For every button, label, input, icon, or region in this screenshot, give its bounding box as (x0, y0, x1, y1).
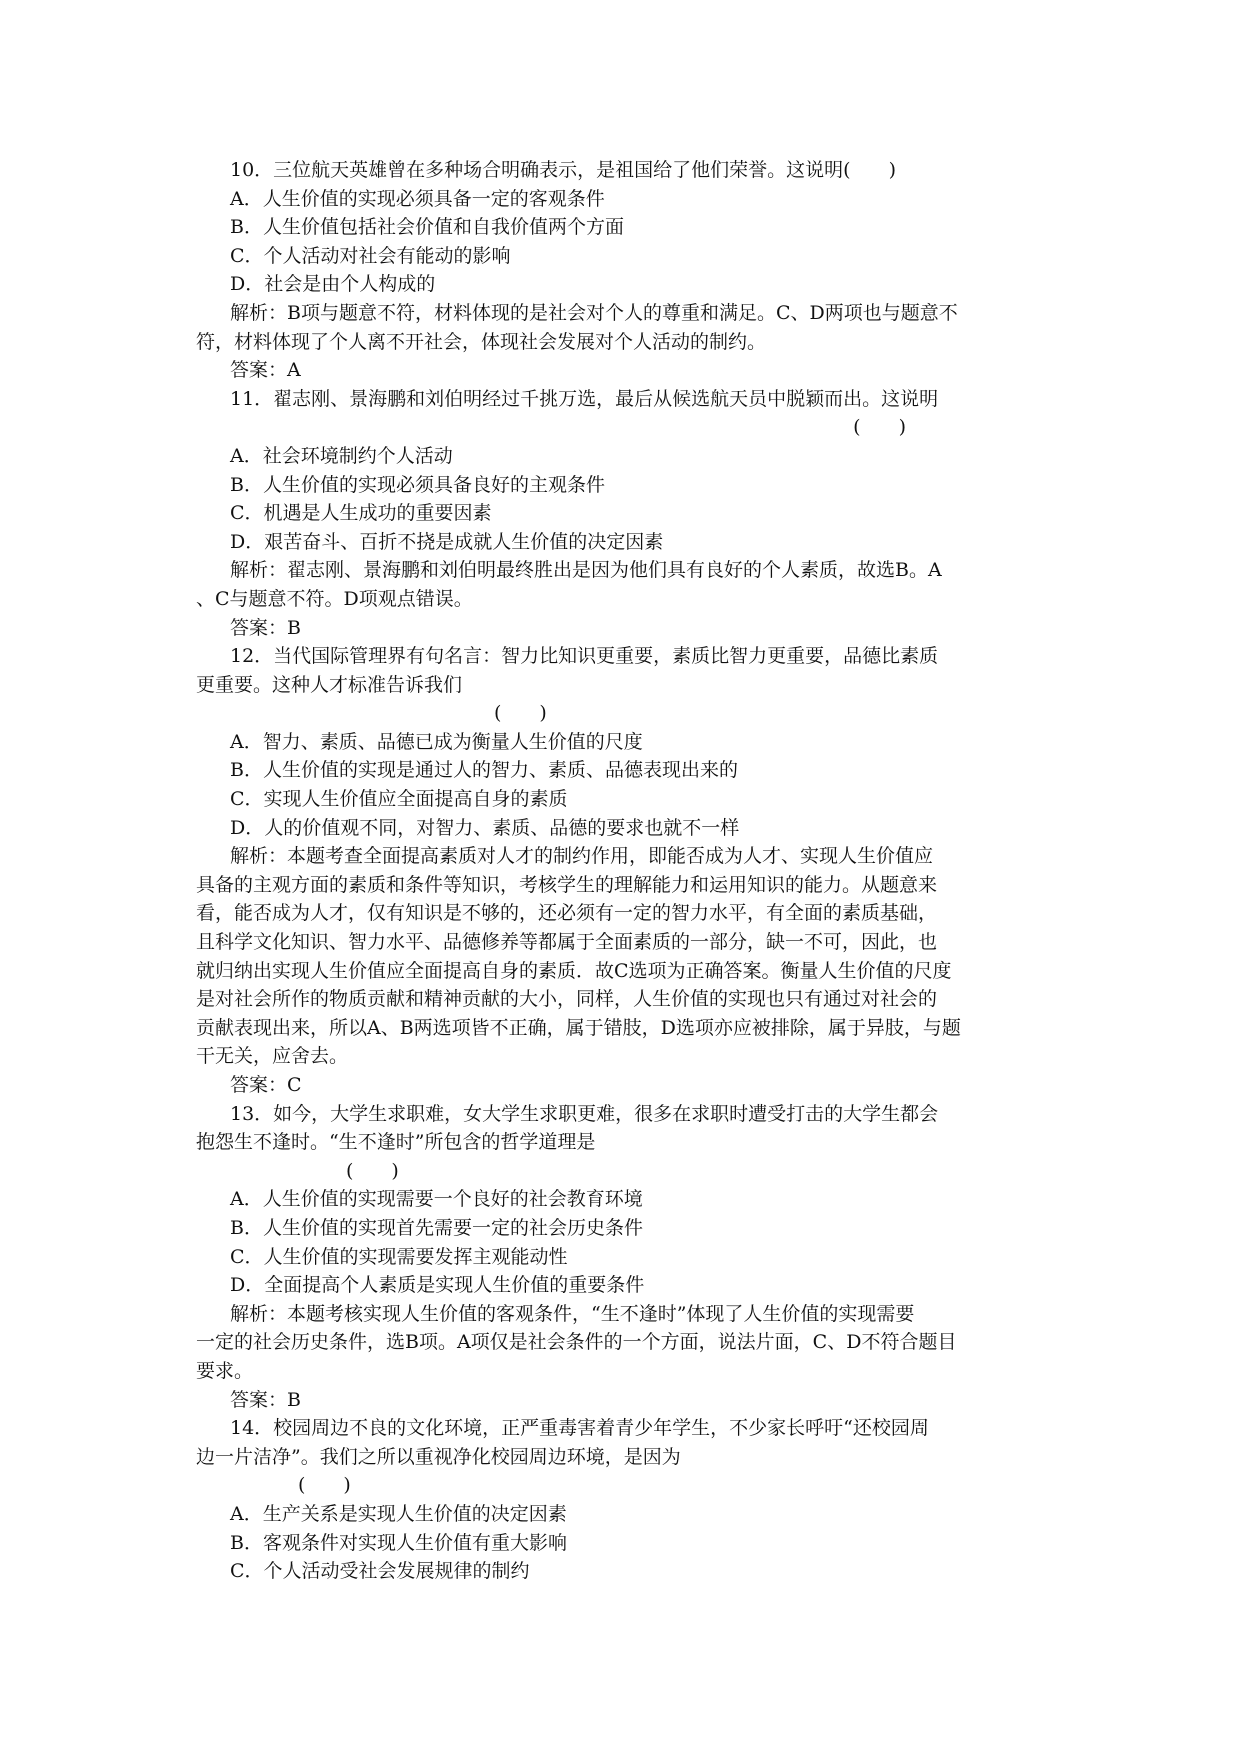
q11-option-b: B．人生价值的实现必须具备良好的主观条件 (230, 473, 605, 496)
q12-stem: 更重要。这种人才标准告诉我们 (196, 673, 463, 696)
question-text (196, 156, 1056, 1586)
q13-option-a: A．人生价值的实现需要一个良好的社会教育环境 (230, 1188, 643, 1211)
q12-explanation-line: 解析：本题考查全面提高素质对人才的制约作用，即能否成为人才、实现人生价值应 (230, 845, 934, 868)
q12-option-b: B．人生价值的实现是通过人的智力、素质、品德表现出来的 (230, 759, 738, 782)
q10-option-b: B．人生价值包括社会价值和自我价值两个方面 (230, 216, 624, 239)
q13-explanation-line: 解析：本题考核实现人生价值的客观条件，“生不逢时”体现了人生价值的实现需要 (230, 1302, 915, 1325)
q10-option-d: D．社会是由个人构成的 (230, 273, 436, 296)
q10-option-a: A．人生价值的实现必须具备一定的客观条件 (230, 187, 605, 210)
q10-option-c: C．个人活动对社会有能动的影响 (230, 244, 511, 267)
q13-stem: 13．如今，大学生求职难，女大学生求职更难，很多在求职时遭受打击的大学生都会 (230, 1102, 939, 1125)
q12-explanation-line: 看，能否成为人才，仅有知识是不够的，还必须有一定的智力水平，有全面的素质基础， (196, 902, 938, 925)
q12-explanation-line: 具备的主观方面的素质和条件等知识，考核学生的理解能力和运用知识的能力。从题意来 (196, 873, 938, 896)
q14-option-b: B．客观条件对实现人生价值有重大影响 (230, 1531, 567, 1554)
q11-option-a: A．社会环境制约个人活动 (230, 444, 453, 467)
q12-explanation-line: 且科学文化知识、智力水平、品德修养等都属于全面素质的一部分，缺一不可，因此，也 (196, 931, 938, 954)
q12-stem: 12．当代国际管理界有句名言：智力比知识更重要，素质比智力更重要，品德比素质 (230, 645, 939, 668)
q11-stem: 11．翟志刚、景海鹏和刘伯明经过千挑万选，最后从候选航天员中脱颖而出。这说明 (230, 387, 939, 410)
q11-answer: 答案：B (230, 616, 301, 639)
q11-answer-blank: ( ) (853, 416, 906, 439)
q11-explanation-line: 解析：翟志刚、景海鹏和刘伯明最终胜出是因为他们具有良好的个人素质，故选B。A (230, 559, 942, 582)
q12-explanation-line: 就归纳出实现人生价值应全面提高自身的素质．故C选项为正确答案。衡量人生价值的尺度 (196, 959, 952, 982)
q13-stem: 抱怨生不逢时。“生不逢时”所包含的哲学道理是 (196, 1131, 596, 1154)
q13-answer-blank: ( ) (346, 1159, 399, 1182)
q12-option-d: D．人的价值观不同，对智力、素质、品德的要求也就不一样 (230, 816, 740, 839)
q10-stem: 10．三位航天英雄曾在多种场合明确表示，是祖国给了他们荣誉。这说明( ) (230, 159, 897, 181)
q12-explanation-line: 贡献表现出来，所以A、B两选项皆不正确，属于错肢，D选项亦应被排除，属于异肢，与题 (196, 1016, 961, 1039)
q12-option-c: C．实现人生价值应全面提高自身的素质 (230, 788, 568, 811)
q12-answer-blank: ( ) (494, 702, 547, 725)
q10-answer: 答案：A (230, 359, 301, 382)
q12-answer: 答案：C (230, 1074, 302, 1096)
q10-explanation-line: 解析：B项与题意不符，材料体现的是社会对个人的尊重和满足。C、D两项也与题意不 (230, 301, 958, 324)
q14-option-c: C．个人活动受社会发展规律的制约 (230, 1560, 530, 1583)
q12-explanation-line: 是对社会所作的物质贡献和精神贡献的大小，同样，人生价值的实现也只有通过对社会的 (196, 988, 938, 1011)
q13-option-c: C．人生价值的实现需要发挥主观能动性 (230, 1245, 568, 1268)
q11-option-c: C．机遇是人生成功的重要因素 (230, 502, 492, 525)
q10-explanation-line: 符，材料体现了个人离不开社会，体现社会发展对个人活动的制约。 (196, 330, 767, 353)
q14-stem: 边一片洁净”。我们之所以重视净化校园周边环境，是因为 (196, 1445, 681, 1468)
q12-option-a: A．智力、素质、品德已成为衡量人生价值的尺度 (230, 730, 643, 753)
q12-explanation-line: 干无关，应舍去。 (196, 1045, 349, 1068)
q13-explanation-line: 要求。 (196, 1359, 254, 1382)
q13-option-d: D．全面提高个人素质是实现人生价值的重要条件 (230, 1274, 645, 1297)
q11-option-d: D．艰苦奋斗、百折不挠是成就人生价值的决定因素 (230, 530, 664, 553)
q13-explanation-line: 一定的社会历史条件，选B项。A项仅是社会条件的一个方面，说法片面，C、D不符合题目 (196, 1331, 957, 1354)
q11-explanation-line: 、C与题意不符。D项观点错误。 (196, 587, 473, 610)
q13-answer: 答案：B (230, 1388, 301, 1411)
q14-stem: 14．校园周边不良的文化环境，正严重毒害着青少年学生，不少家长呼吁“还校园周 (230, 1417, 929, 1440)
q14-option-a: A．生产关系是实现人生价值的决定因素 (230, 1502, 567, 1525)
q14-answer-blank: ( ) (298, 1474, 351, 1497)
q13-option-b: B．人生价值的实现首先需要一定的社会历史条件 (230, 1216, 643, 1239)
